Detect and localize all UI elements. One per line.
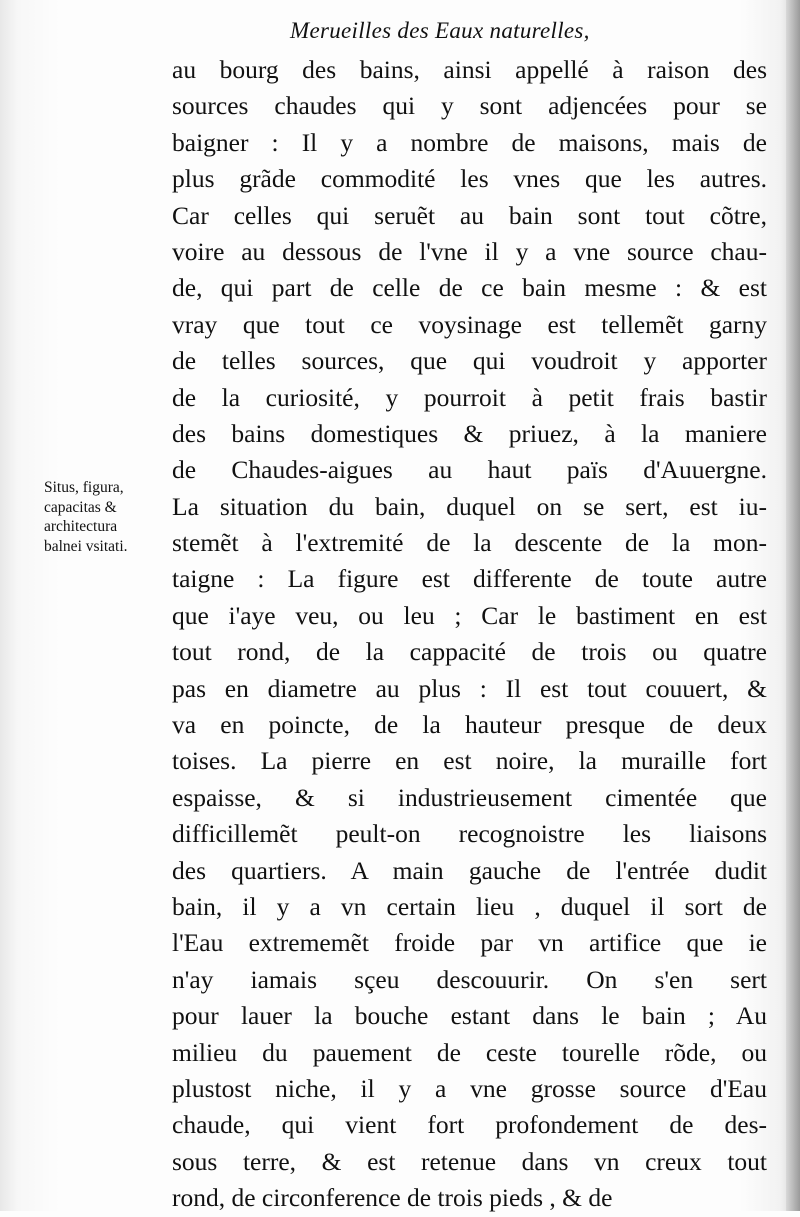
text-line: pas en diametre au plus : Il est tout couuert, & [172,673,767,703]
text-line: sous terre, & est retenue dans vn creux tout [172,1146,767,1176]
text-line: tout rond, de la cappacité de trois ou quatre [172,637,767,667]
text-line: toises. La pierre en est noire, la muraille fort [172,746,767,776]
text-line: pour lauer la bouche estant dans le bain ; Au [172,1001,767,1031]
running-head: Merueilles des Eaux naturelles, [290,18,590,43]
text-line: voire au dessous de l'vne il y a vne source chau- [172,236,767,266]
text-line: de telles sources, que qui voudroit y apporter [172,346,767,376]
margin-note [44,478,176,556]
text-line: sources chaudes qui y sont adjencées pour se [172,91,767,121]
text-line: au bourg des bains, ainsi appellé à raison des [172,55,767,84]
text-line: difficillemẽt peult-on recognoistre les liaisons [172,819,767,849]
text-line: que i'aye veu, ou leu ; Car le bastiment en est [172,600,767,630]
text-line: plus grãde commodité les vnes que les autres. [172,164,767,194]
text-line: des quartiers. A main gauche de l'entrée dudit [172,855,767,885]
text-line: va en poincte, de la hauteur presque de deux [172,710,767,740]
text-line: l'Eau extrememẽt froide par vn artifice que ie [172,928,767,958]
text-line: de Chaudes-aigues au haut païs d'Auuergne. [172,455,767,485]
text-line: baigner : Il y a nombre de maisons, mais de [172,127,767,157]
text-line: milieu du pauement de ceste tourelle rõde, ou [172,1037,767,1067]
text-line: vray que tout ce voysinage est tellemẽt garny [172,309,767,339]
margin-note-line: balnei vsitati. [44,537,128,555]
text-line: rond, de circonference de trois pieds , & de [172,1183,613,1213]
text-line: n'ay iamais sçeu descouurir. On s'en sert [172,964,767,994]
text-line: taigne : La figure est differente de toute autre [172,564,767,594]
text-line: plustost niche, il y a vne grosse source d'Eau [172,1073,767,1103]
page-gutter-shadow [786,0,800,1211]
text-line: chaude, qui vient fort profondement de des- [172,1110,767,1140]
margin-note-line: capacitas & [44,498,117,516]
text-line: La situation du bain, duquel on se sert, est iu- [172,491,767,521]
text-line: des bains domestiques & priuez, à la maniere [172,418,767,448]
margin-note-line: architectura [44,518,118,535]
margin-note-line: Situs, figura, [44,479,124,496]
text-line: bain, il y a vn certain lieu , duquel il sort de [172,891,767,921]
text-line: espaisse, & si industrieusement cimentée que [172,782,767,812]
body-text [172,52,767,1217]
text-line: de, qui part de celle de ce bain mesme : & est [172,273,767,303]
text-line: stemẽt à l'extremité de la descente de la mon- [172,528,767,558]
text-line: de la curiosité, y pourroit à petit frais bastir [172,382,767,412]
text-line: Car celles qui seruẽt au bain sont tout cõtre, [172,200,767,230]
